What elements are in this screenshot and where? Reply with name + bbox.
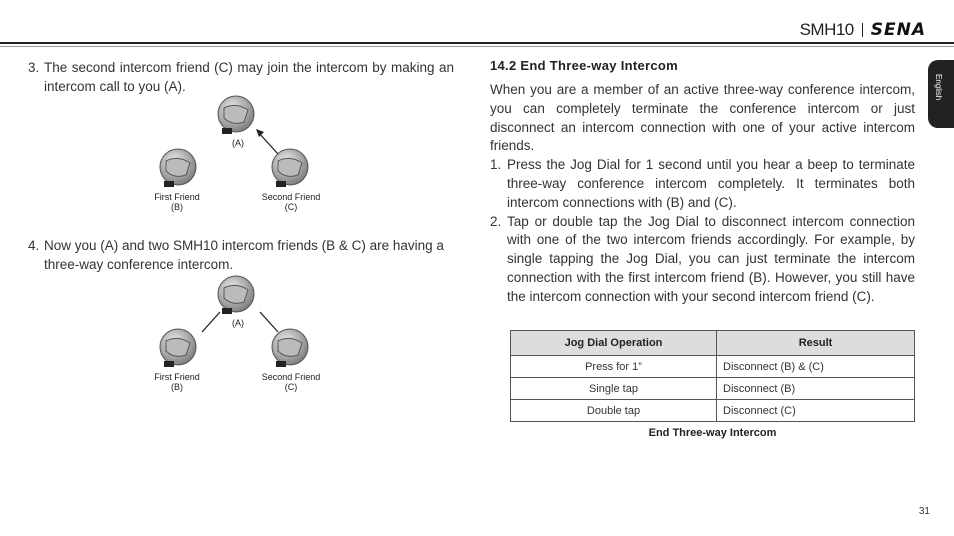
table-cell-result: Disconnect (B) [717,378,915,400]
right-column [490,58,915,307]
table-row [511,356,915,378]
step-3-number: 3. [28,60,40,75]
helmet-a-icon [218,276,254,314]
table-cell-operation: Press for 1” [511,356,717,378]
first-friend-id: (B) [171,382,183,392]
helmet-b-icon [160,149,196,187]
step-1 [490,156,915,212]
table-row [511,378,915,400]
table-caption: End Three-way Intercom [648,427,777,439]
table-cell-result: Disconnect (C) [717,400,915,422]
second-friend-text: Second Friend [261,192,321,202]
label-first-friend [142,192,212,212]
first-friend-text: First Friend [154,372,200,382]
step-1-text: Press the Jog Dial for 1 second until you hear a beep to terminate three-way conference intercom completely. It terminates both intercom connections with (B) and (C). [507,157,915,210]
left-column [28,58,454,96]
table-header-row [511,331,915,356]
step-3-text: The second intercom friend (C) may join the intercom by making an intercom call to you (A). [44,60,454,94]
header-separator [862,23,863,37]
intercom-diagram-1 [140,94,340,224]
sena-logo: SENA [870,20,926,40]
step-4 [28,236,470,274]
link-a-b-icon [202,312,220,332]
step-3 [28,58,454,96]
header-rule-thin [0,46,954,47]
language-tab [928,60,954,128]
arrow-c-to-a-icon [258,132,278,154]
step-1-number: 1. [490,157,502,173]
table-header-result: Result [717,331,915,356]
header-brand [800,20,926,40]
step-2-number: 2. [490,213,502,229]
section-title: 14.2 End Three-way Intercom [490,58,678,73]
label-a: (A) [232,318,244,328]
header-rule [0,42,954,44]
helmet-a-icon [218,96,254,134]
label-a: (A) [232,138,244,148]
jog-dial-table [510,330,915,422]
second-friend-id: (C) [284,382,298,392]
intercom-diagram-2 [140,274,340,404]
model-name: SMH10 [799,20,854,39]
label-first-friend [142,372,212,392]
step-4-text: Now you (A) and two SMH10 intercom friends (B & C) are having a three-way conference intercom. [44,238,444,272]
label-second-friend [252,192,330,212]
step-2 [490,213,915,307]
table-row [511,400,915,422]
table-cell-operation: Double tap [511,400,717,422]
first-friend-id: (B) [171,202,183,212]
link-a-c-icon [260,312,278,332]
intro-paragraph: When you are a member of an active three-way conference intercom, you can completely terminate the conference intercom or just disconnect an intercom connection with one of your active intercom friends. [490,82,915,154]
second-friend-text: Second Friend [261,372,321,382]
helmet-b-icon [160,329,196,367]
table-header-operation: Jog Dial Operation [511,331,717,356]
language-label: English [934,74,943,101]
helmet-c-icon [272,149,308,187]
first-friend-text: First Friend [154,192,200,202]
label-second-friend [252,372,330,392]
table-cell-operation: Single tap [511,378,717,400]
second-friend-id: (C) [284,202,298,212]
helmet-c-icon [272,329,308,367]
step-4-number: 4. [28,238,40,253]
page-number: 31 [918,506,930,517]
table-cell-result: Disconnect (B) & (C) [717,356,915,378]
step-2-text: Tap or double tap the Jog Dial to disconnect intercom connection with one of the two intercom friends accordingly. For example, by single tapping the Jog Dial, you can just terminate the intercom connection with the first intercom friend (B). However, you still have the intercom connection with your second intercom friend (C). [507,213,915,304]
